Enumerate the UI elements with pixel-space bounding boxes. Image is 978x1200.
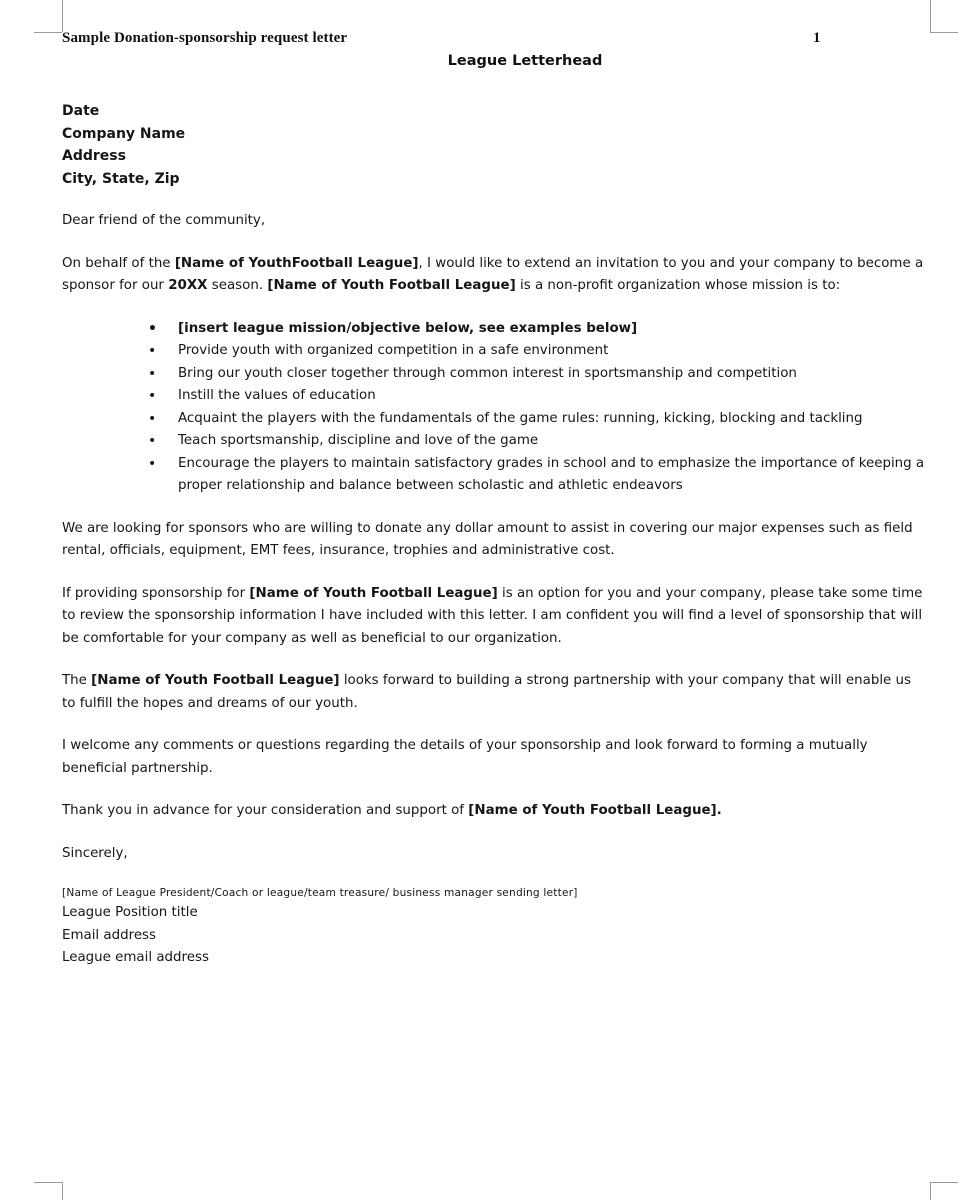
signature-email: Email address: [62, 927, 157, 943]
crop-mark-bottom-right: [930, 1182, 958, 1183]
intro-text-3: season.: [207, 278, 268, 293]
signature-name-placeholder: [Name of League President/Coach or league/team treasure/ business manager sending letter]: [62, 887, 578, 899]
crop-mark-top-left-vertical: [62, 0, 63, 32]
crop-mark-top-right-vertical: [930, 0, 931, 32]
league-name-placeholder: [Name of Youth Football League]: [267, 278, 516, 293]
closing: Sincerely,: [62, 845, 128, 861]
objectives-list: [62, 318, 928, 498]
intro-paragraph: [62, 253, 928, 298]
league-name-placeholder: [Name of YouthFootball League]: [174, 255, 419, 271]
crop-mark-top-right: [930, 32, 958, 33]
partnership-paragraph: [62, 670, 928, 715]
intro-text-1: On behalf of the: [62, 255, 175, 271]
letter-body: [62, 100, 928, 970]
recipient-company: Company Name: [62, 125, 186, 142]
objectives-heading: • [insert league mission/objective below, see examples below]: [178, 318, 928, 341]
intro-text-2: , I would like to extend an invitation to you and your company to become a sponsor for our: [62, 255, 924, 293]
league-name-placeholder: [Name of Youth Football League]: [91, 673, 340, 688]
thanks-paragraph: [62, 800, 928, 823]
list-item: • Acquaint the players with the fundamentals of the game rules: running, kicking, blocking and tackling: [178, 408, 928, 431]
recipient-date: Date: [62, 103, 100, 119]
salutation: Dear friend of the community,: [62, 213, 266, 228]
intro-text-4: is a non-profit organization whose mission is to:: [515, 278, 841, 293]
list-item: • Instill the values of education: [178, 385, 928, 408]
signature-league-email: League email address: [62, 950, 209, 965]
season-placeholder: 20XX: [168, 278, 208, 293]
crop-mark-bottom-right-vertical: [930, 1182, 931, 1200]
league-name-placeholder: [Name of Youth Football League]: [249, 585, 498, 601]
list-item: • Provide youth with organized competition in a safe environment: [178, 340, 928, 363]
list-item: • Bring our youth closer together through common interest in sportsmanship and competition: [178, 363, 928, 386]
league-name-placeholder: [Name of Youth Football League].: [468, 803, 722, 818]
recipient-city-state-zip: City, State, Zip: [62, 170, 180, 187]
providing-text-2: is an option for you and your company, please take some time to review the sponsorship information I have included with this letter. I am confident you will find a level of sponsorship that will be comfortable for your company as well as beneficial to our organization.: [62, 585, 923, 646]
sponsors-paragraph: We are looking for sponsors who are willing to donate any dollar amount to assist in covering our major expenses such as field rental, officials, equipment, EMT fees, insurance, trophies and administrative cost.: [62, 520, 913, 558]
page-header-title: Sample Donation-sponsorship request letter: [62, 30, 348, 46]
partnership-text-2: looks forward to building a strong partnership with your company that will enable us to fulfill the hopes and dreams of our youth.: [62, 673, 911, 711]
page-number: 1: [813, 30, 821, 46]
providing-text-1: If providing sponsorship for: [62, 585, 250, 601]
crop-mark-bottom-left-vertical: [62, 1182, 63, 1200]
recipient-address: Address: [62, 148, 126, 164]
comments-paragraph: I welcome any comments or questions regarding the details of your sponsorship and look forward to forming a mutually beneficial partnership.: [62, 738, 868, 776]
list-item: • Teach sportsmanship, discipline and love of the game: [178, 430, 928, 453]
crop-mark-bottom-left: [34, 1182, 62, 1183]
partnership-text-1: The: [62, 673, 92, 688]
thanks-text: Thank you in advance for your consideration and support of: [62, 803, 469, 818]
crop-mark-top-left: [34, 32, 62, 33]
list-item: • Encourage the players to maintain satisfactory grades in school and to emphasize the importance of keeping a proper relationship and balance between scholastic and athletic endeavors: [178, 453, 928, 498]
signature-position: League Position title: [62, 905, 198, 920]
letterhead-title: League Letterhead: [447, 53, 603, 69]
providing-paragraph: [62, 583, 928, 651]
